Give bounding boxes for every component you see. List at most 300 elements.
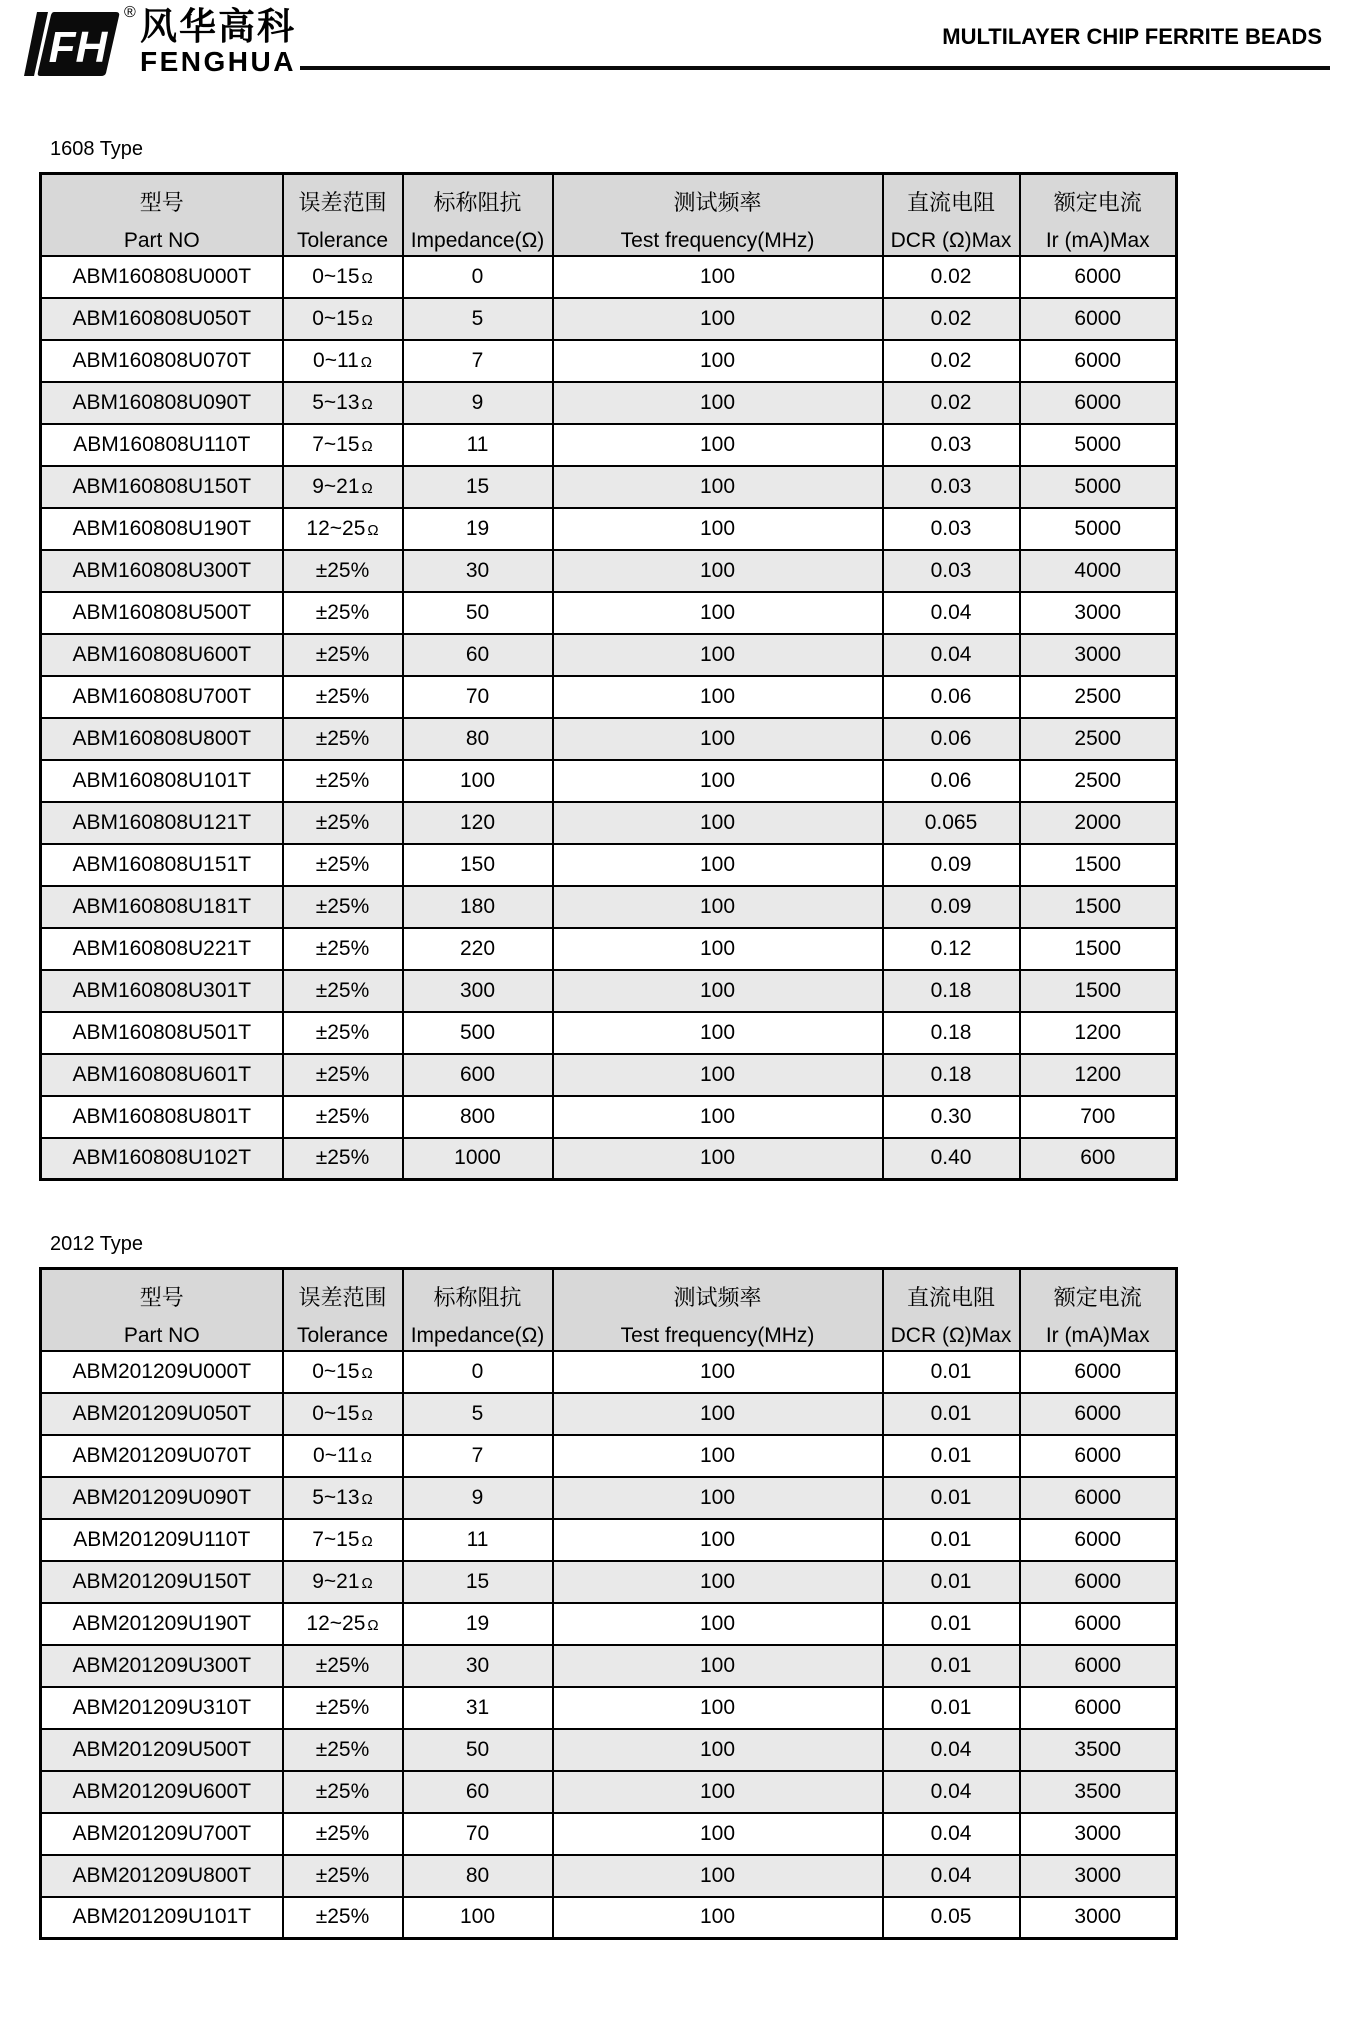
cell-impedance: 19 — [403, 508, 553, 550]
cell-rated-current: 6000 — [1020, 1561, 1177, 1603]
cell-test-frequency: 100 — [553, 1561, 883, 1603]
column-header-en: Part NO — [123, 1324, 200, 1348]
cell-part-no: ABM160808U800T — [41, 718, 283, 760]
cell-part-no: ABM201209U101T — [41, 1897, 283, 1939]
cell-tolerance: 7~15 Ω — [283, 424, 403, 466]
cell-test-frequency: 100 — [553, 1435, 883, 1477]
cell-dcr: 0.02 — [883, 256, 1020, 298]
cell-impedance: 180 — [403, 886, 553, 928]
ohm-unit: Ω — [361, 311, 373, 329]
cell-test-frequency: 100 — [553, 340, 883, 382]
cell-dcr: 0.04 — [883, 1813, 1020, 1855]
cell-rated-current: 1500 — [1020, 928, 1177, 970]
cell-test-frequency: 100 — [553, 382, 883, 424]
column-header-en: Part NO — [123, 229, 200, 253]
table-type-label-2012: 2012 Type — [50, 1233, 144, 1255]
cell-test-frequency: 100 — [553, 1813, 883, 1855]
table-row — [41, 1645, 1177, 1687]
cell-part-no: ABM201209U190T — [41, 1603, 283, 1645]
cell-dcr: 0.01 — [883, 1603, 1020, 1645]
cell-test-frequency: 100 — [553, 886, 883, 928]
table-row — [41, 1393, 1177, 1435]
table-row — [41, 928, 1177, 970]
cell-rated-current: 6000 — [1020, 1393, 1177, 1435]
cell-dcr: 0.02 — [883, 382, 1020, 424]
cell-test-frequency: 100 — [553, 1351, 883, 1393]
cell-impedance: 70 — [403, 1813, 553, 1855]
column-header-en: Test frequency(MHz) — [620, 229, 815, 253]
column-header-rated-current — [1020, 1269, 1177, 1351]
cell-part-no: ABM160808U121T — [41, 802, 283, 844]
column-header-cn: 额定电流 — [1053, 190, 1142, 216]
column-header-en: Ir (mA)Max — [1045, 1324, 1150, 1348]
cell-dcr: 0.01 — [883, 1645, 1020, 1687]
cell-rated-current: 1200 — [1020, 1012, 1177, 1054]
cell-dcr: 0.03 — [883, 424, 1020, 466]
column-header-cn: 直流电阻 — [906, 190, 995, 216]
cell-dcr: 0.06 — [883, 676, 1020, 718]
table-row — [41, 886, 1177, 928]
cell-dcr: 0.01 — [883, 1477, 1020, 1519]
cell-part-no: ABM201209U600T — [41, 1771, 283, 1813]
cell-dcr: 0.03 — [883, 550, 1020, 592]
cell-test-frequency: 100 — [553, 592, 883, 634]
cell-rated-current: 2000 — [1020, 802, 1177, 844]
cell-rated-current: 3000 — [1020, 592, 1177, 634]
column-header-cn: 测试频率 — [673, 1285, 762, 1311]
cell-dcr: 0.40 — [883, 1138, 1020, 1180]
cell-test-frequency: 100 — [553, 1729, 883, 1771]
cell-impedance: 11 — [403, 1519, 553, 1561]
ohm-unit: Ω — [367, 521, 379, 539]
cell-part-no: ABM201209U300T — [41, 1645, 283, 1687]
cell-impedance: 7 — [403, 1435, 553, 1477]
cell-part-no: ABM201209U310T — [41, 1687, 283, 1729]
cell-dcr: 0.03 — [883, 508, 1020, 550]
cell-impedance: 7 — [403, 340, 553, 382]
brand-block — [140, 8, 296, 76]
cell-impedance: 60 — [403, 634, 553, 676]
table-row — [41, 1351, 1177, 1393]
column-header-part-no — [41, 174, 283, 256]
cell-dcr: 0.05 — [883, 1897, 1020, 1939]
cell-rated-current: 1200 — [1020, 1054, 1177, 1096]
cell-part-no: ABM160808U600T — [41, 634, 283, 676]
cell-impedance: 80 — [403, 1855, 553, 1897]
brand-name-chinese: 风华高科 — [140, 6, 296, 47]
column-header-cn: 直流电阻 — [906, 1285, 995, 1311]
cell-dcr: 0.01 — [883, 1435, 1020, 1477]
cell-test-frequency: 100 — [553, 1012, 883, 1054]
table-row — [41, 298, 1177, 340]
cell-part-no: ABM160808U301T — [41, 970, 283, 1012]
column-header-tolerance — [283, 174, 403, 256]
cell-impedance: 120 — [403, 802, 553, 844]
cell-tolerance: 9~21 Ω — [283, 1561, 403, 1603]
cell-test-frequency: 100 — [553, 634, 883, 676]
column-header-rated-current — [1020, 174, 1177, 256]
cell-rated-current: 6000 — [1020, 340, 1177, 382]
cell-test-frequency: 100 — [553, 1603, 883, 1645]
svg-text:FH: FH — [48, 23, 108, 72]
table-row — [41, 676, 1177, 718]
cell-dcr: 0.18 — [883, 1012, 1020, 1054]
cell-test-frequency: 100 — [553, 466, 883, 508]
cell-test-frequency: 100 — [553, 256, 883, 298]
cell-tolerance: 0~15 Ω — [283, 1351, 403, 1393]
cell-part-no: ABM160808U050T — [41, 298, 283, 340]
table-row — [41, 1813, 1177, 1855]
cell-test-frequency: 100 — [553, 1138, 883, 1180]
cell-rated-current: 5000 — [1020, 424, 1177, 466]
cell-rated-current: 6000 — [1020, 382, 1177, 424]
cell-test-frequency: 100 — [553, 802, 883, 844]
cell-test-frequency: 100 — [553, 1393, 883, 1435]
cell-tolerance: ±25% — [283, 760, 403, 802]
cell-rated-current: 5000 — [1020, 466, 1177, 508]
cell-part-no: ABM201209U070T — [41, 1435, 283, 1477]
cell-tolerance: ±25% — [283, 718, 403, 760]
cell-part-no: ABM160808U101T — [41, 760, 283, 802]
table-row — [41, 1435, 1177, 1477]
column-header-en: Test frequency(MHz) — [620, 1324, 815, 1348]
cell-impedance: 600 — [403, 1054, 553, 1096]
table-header-row — [41, 1269, 1177, 1351]
cell-dcr: 0.09 — [883, 844, 1020, 886]
cell-dcr: 0.18 — [883, 970, 1020, 1012]
spec-table-2012 — [39, 1267, 1178, 1940]
cell-impedance: 50 — [403, 1729, 553, 1771]
cell-part-no: ABM201209U800T — [41, 1855, 283, 1897]
table-row — [41, 550, 1177, 592]
cell-impedance: 19 — [403, 1603, 553, 1645]
cell-impedance: 9 — [403, 1477, 553, 1519]
cell-tolerance: 5~13 Ω — [283, 1477, 403, 1519]
column-header-cn: 型号 — [139, 1285, 184, 1311]
cell-dcr: 0.18 — [883, 1054, 1020, 1096]
table-row — [41, 256, 1177, 298]
table-row — [41, 466, 1177, 508]
ohm-unit: Ω — [361, 1532, 373, 1550]
cell-rated-current: 1500 — [1020, 886, 1177, 928]
column-header-cn: 型号 — [139, 190, 184, 216]
fenghua-logo-icon — [24, 8, 120, 80]
ohm-unit: Ω — [367, 1616, 379, 1634]
cell-dcr: 0.12 — [883, 928, 1020, 970]
cell-tolerance: ±25% — [283, 886, 403, 928]
cell-test-frequency: 100 — [553, 1054, 883, 1096]
column-header-en: Ir (mA)Max — [1045, 229, 1150, 253]
cell-test-frequency: 100 — [553, 1519, 883, 1561]
cell-test-frequency: 100 — [553, 1477, 883, 1519]
column-header-part-no — [41, 1269, 283, 1351]
cell-part-no: ABM160808U090T — [41, 382, 283, 424]
cell-impedance: 15 — [403, 466, 553, 508]
cell-test-frequency: 100 — [553, 1897, 883, 1939]
table-row — [41, 592, 1177, 634]
cell-rated-current: 6000 — [1020, 256, 1177, 298]
cell-part-no: ABM160808U070T — [41, 340, 283, 382]
cell-impedance: 300 — [403, 970, 553, 1012]
cell-rated-current: 2500 — [1020, 760, 1177, 802]
table-row — [41, 1729, 1177, 1771]
cell-tolerance: ±25% — [283, 592, 403, 634]
table-row — [41, 1561, 1177, 1603]
cell-impedance: 5 — [403, 1393, 553, 1435]
column-header-en: DCR (Ω)Max — [890, 1324, 1012, 1348]
cell-impedance: 31 — [403, 1687, 553, 1729]
column-header-en: Tolerance — [296, 1324, 389, 1348]
cell-rated-current: 1500 — [1020, 970, 1177, 1012]
column-header-test-frequency — [553, 174, 883, 256]
table-row — [41, 424, 1177, 466]
table-row — [41, 634, 1177, 676]
column-header-dcr — [883, 1269, 1020, 1351]
cell-test-frequency: 100 — [553, 1645, 883, 1687]
cell-tolerance: 12~25 Ω — [283, 1603, 403, 1645]
cell-tolerance: ±25% — [283, 1897, 403, 1939]
column-header-tolerance — [283, 1269, 403, 1351]
cell-rated-current: 6000 — [1020, 1603, 1177, 1645]
cell-part-no: ABM201209U090T — [41, 1477, 283, 1519]
column-header-test-frequency — [553, 1269, 883, 1351]
cell-tolerance: ±25% — [283, 1729, 403, 1771]
cell-part-no: ABM201209U700T — [41, 1813, 283, 1855]
table-row — [41, 844, 1177, 886]
cell-impedance: 80 — [403, 718, 553, 760]
table-row — [41, 1054, 1177, 1096]
ohm-unit: Ω — [361, 269, 373, 287]
cell-impedance: 30 — [403, 1645, 553, 1687]
cell-tolerance: ±25% — [283, 1855, 403, 1897]
table-row — [41, 340, 1177, 382]
column-header-en: Impedance(Ω) — [410, 1324, 545, 1348]
cell-part-no: ABM160808U150T — [41, 466, 283, 508]
column-header-cn: 标称阻抗 — [433, 1285, 522, 1311]
cell-part-no: ABM160808U501T — [41, 1012, 283, 1054]
cell-part-no: ABM160808U500T — [41, 592, 283, 634]
cell-rated-current: 6000 — [1020, 1687, 1177, 1729]
cell-rated-current: 600 — [1020, 1138, 1177, 1180]
cell-test-frequency: 100 — [553, 1771, 883, 1813]
table-row — [41, 1138, 1177, 1180]
cell-part-no: ABM160808U102T — [41, 1138, 283, 1180]
header-divider — [300, 66, 1330, 70]
cell-rated-current: 2500 — [1020, 676, 1177, 718]
cell-dcr: 0.30 — [883, 1096, 1020, 1138]
cell-tolerance: ±25% — [283, 1054, 403, 1096]
cell-impedance: 800 — [403, 1096, 553, 1138]
cell-part-no: ABM160808U801T — [41, 1096, 283, 1138]
cell-tolerance: 7~15 Ω — [283, 1519, 403, 1561]
cell-part-no: ABM160808U151T — [41, 844, 283, 886]
column-header-cn: 标称阻抗 — [433, 190, 522, 216]
table-row — [41, 970, 1177, 1012]
cell-rated-current: 6000 — [1020, 1477, 1177, 1519]
cell-test-frequency: 100 — [553, 760, 883, 802]
cell-rated-current: 6000 — [1020, 298, 1177, 340]
cell-dcr: 0.01 — [883, 1687, 1020, 1729]
cell-impedance: 60 — [403, 1771, 553, 1813]
table-row — [41, 1897, 1177, 1939]
registered-trademark-icon: ® — [124, 4, 136, 21]
cell-tolerance: ±25% — [283, 970, 403, 1012]
ohm-unit: Ω — [361, 1574, 373, 1592]
cell-tolerance: ±25% — [283, 1138, 403, 1180]
cell-tolerance: ±25% — [283, 634, 403, 676]
cell-dcr: 0.04 — [883, 634, 1020, 676]
cell-dcr: 0.06 — [883, 760, 1020, 802]
column-header-en: DCR (Ω)Max — [890, 229, 1012, 253]
cell-impedance: 5 — [403, 298, 553, 340]
cell-impedance: 30 — [403, 550, 553, 592]
cell-dcr: 0.065 — [883, 802, 1020, 844]
cell-part-no: ABM160808U601T — [41, 1054, 283, 1096]
table-row — [41, 382, 1177, 424]
cell-rated-current: 6000 — [1020, 1519, 1177, 1561]
cell-rated-current: 3500 — [1020, 1771, 1177, 1813]
cell-tolerance: 0~15 Ω — [283, 1393, 403, 1435]
cell-part-no: ABM201209U150T — [41, 1561, 283, 1603]
cell-tolerance: 0~11 Ω — [283, 340, 403, 382]
cell-dcr: 0.02 — [883, 340, 1020, 382]
cell-dcr: 0.04 — [883, 592, 1020, 634]
cell-test-frequency: 100 — [553, 424, 883, 466]
cell-part-no: ABM160808U181T — [41, 886, 283, 928]
cell-rated-current: 3500 — [1020, 1729, 1177, 1771]
cell-tolerance: ±25% — [283, 844, 403, 886]
cell-test-frequency: 100 — [553, 718, 883, 760]
cell-tolerance: ±25% — [283, 1771, 403, 1813]
brand-name-english: FENGHUA — [140, 45, 296, 77]
cell-test-frequency: 100 — [553, 844, 883, 886]
cell-impedance: 0 — [403, 256, 553, 298]
cell-dcr: 0.01 — [883, 1351, 1020, 1393]
page-header — [0, 0, 1351, 100]
cell-rated-current: 4000 — [1020, 550, 1177, 592]
cell-tolerance: ±25% — [283, 1813, 403, 1855]
cell-tolerance: ±25% — [283, 1096, 403, 1138]
cell-dcr: 0.01 — [883, 1561, 1020, 1603]
column-header-en: Impedance(Ω) — [410, 229, 545, 253]
cell-rated-current: 1500 — [1020, 844, 1177, 886]
cell-test-frequency: 100 — [553, 298, 883, 340]
cell-test-frequency: 100 — [553, 550, 883, 592]
cell-tolerance: 12~25 Ω — [283, 508, 403, 550]
cell-test-frequency: 100 — [553, 970, 883, 1012]
cell-impedance: 220 — [403, 928, 553, 970]
table-row — [41, 1012, 1177, 1054]
table-row — [41, 1477, 1177, 1519]
column-header-impedance — [403, 174, 553, 256]
cell-rated-current: 3000 — [1020, 1813, 1177, 1855]
ohm-unit: Ω — [361, 437, 373, 455]
cell-impedance: 70 — [403, 676, 553, 718]
cell-dcr: 0.01 — [883, 1519, 1020, 1561]
table-row — [41, 1687, 1177, 1729]
cell-impedance: 100 — [403, 1897, 553, 1939]
column-header-cn: 误差范围 — [298, 1285, 387, 1311]
cell-part-no: ABM201209U110T — [41, 1519, 283, 1561]
cell-rated-current: 3000 — [1020, 634, 1177, 676]
cell-part-no: ABM201209U050T — [41, 1393, 283, 1435]
cell-impedance: 0 — [403, 1351, 553, 1393]
cell-impedance: 500 — [403, 1012, 553, 1054]
cell-impedance: 100 — [403, 760, 553, 802]
cell-part-no: ABM160808U700T — [41, 676, 283, 718]
cell-dcr: 0.02 — [883, 298, 1020, 340]
cell-impedance: 15 — [403, 1561, 553, 1603]
cell-tolerance: ±25% — [283, 802, 403, 844]
cell-rated-current: 6000 — [1020, 1435, 1177, 1477]
table-row — [41, 802, 1177, 844]
cell-dcr: 0.03 — [883, 466, 1020, 508]
ohm-unit: Ω — [361, 1364, 373, 1382]
cell-tolerance: ±25% — [283, 1645, 403, 1687]
cell-tolerance: ±25% — [283, 550, 403, 592]
cell-rated-current: 5000 — [1020, 508, 1177, 550]
cell-dcr: 0.06 — [883, 718, 1020, 760]
cell-rated-current: 2500 — [1020, 718, 1177, 760]
cell-dcr: 0.01 — [883, 1393, 1020, 1435]
cell-part-no: ABM201209U000T — [41, 1351, 283, 1393]
cell-test-frequency: 100 — [553, 928, 883, 970]
cell-impedance: 150 — [403, 844, 553, 886]
cell-part-no: ABM160808U110T — [41, 424, 283, 466]
cell-part-no: ABM201209U500T — [41, 1729, 283, 1771]
table-row — [41, 508, 1177, 550]
column-header-cn: 测试频率 — [673, 190, 762, 216]
cell-rated-current: 3000 — [1020, 1897, 1177, 1939]
cell-tolerance: 9~21 Ω — [283, 466, 403, 508]
ohm-unit: Ω — [361, 1490, 373, 1508]
ohm-unit: Ω — [361, 395, 373, 413]
table-header-row — [41, 174, 1177, 256]
cell-impedance: 50 — [403, 592, 553, 634]
document-title: MULTILAYER CHIP FERRITE BEADS — [942, 24, 1322, 49]
ohm-unit: Ω — [360, 353, 372, 371]
cell-part-no: ABM160808U300T — [41, 550, 283, 592]
table-row — [41, 1519, 1177, 1561]
table-row — [41, 1603, 1177, 1645]
cell-part-no: ABM160808U190T — [41, 508, 283, 550]
ohm-unit: Ω — [360, 1448, 372, 1466]
cell-test-frequency: 100 — [553, 1855, 883, 1897]
cell-part-no: ABM160808U000T — [41, 256, 283, 298]
cell-test-frequency: 100 — [553, 508, 883, 550]
cell-test-frequency: 100 — [553, 1687, 883, 1729]
column-header-impedance — [403, 1269, 553, 1351]
cell-dcr: 0.04 — [883, 1771, 1020, 1813]
cell-tolerance: ±25% — [283, 1012, 403, 1054]
table-row — [41, 1771, 1177, 1813]
cell-test-frequency: 100 — [553, 676, 883, 718]
column-header-cn: 额定电流 — [1053, 1285, 1142, 1311]
cell-test-frequency: 100 — [553, 1096, 883, 1138]
cell-dcr: 0.04 — [883, 1855, 1020, 1897]
cell-tolerance: ±25% — [283, 676, 403, 718]
cell-tolerance: 5~13 Ω — [283, 382, 403, 424]
table-row — [41, 718, 1177, 760]
cell-tolerance: ±25% — [283, 1687, 403, 1729]
cell-rated-current: 6000 — [1020, 1645, 1177, 1687]
cell-part-no: ABM160808U221T — [41, 928, 283, 970]
cell-dcr: 0.04 — [883, 1729, 1020, 1771]
ohm-unit: Ω — [361, 1406, 373, 1424]
cell-impedance: 1000 — [403, 1138, 553, 1180]
cell-tolerance: 0~11 Ω — [283, 1435, 403, 1477]
cell-tolerance: 0~15 Ω — [283, 256, 403, 298]
